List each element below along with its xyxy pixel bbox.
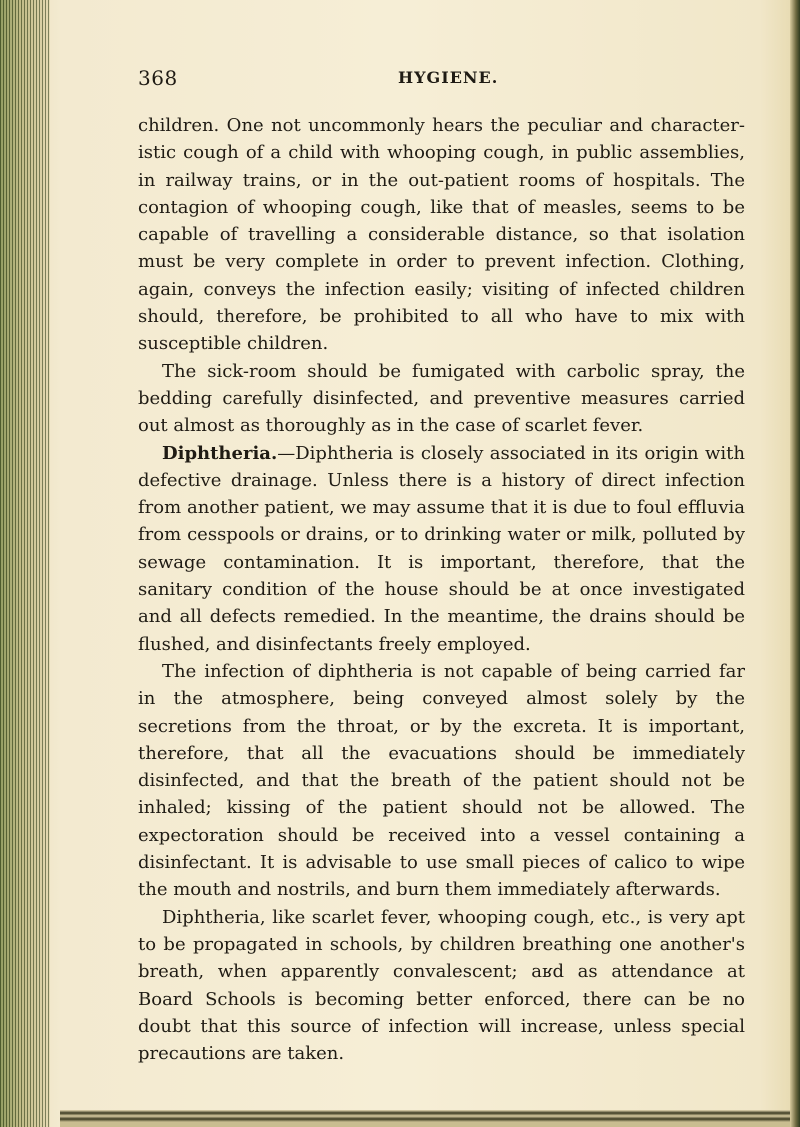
paragraph (138, 904, 745, 1068)
page-right-edge (790, 0, 800, 1127)
paragraph-heading: Diphtheria. (162, 442, 278, 464)
paragraph (138, 112, 745, 358)
paragraph (138, 358, 745, 440)
paragraph (138, 440, 745, 658)
paragraph-text: The sick-room should be fumigated with carbolic spray, the bedding carefully disinfected, and preventive measures carried out almost as thoroughly as in the case of scarlet fever. (138, 360, 745, 437)
page-header (138, 62, 798, 92)
paragraph-text: Diphtheria, like scarlet fever, whooping cough, etc., is very apt to be propagated in schools, by children breathing one another's breath, when apparently convalescent; aʁd as attendance at Board Schools is becoming better enforced, there can be no doubt that this source of infection will increase, unless special precautions are taken. (138, 906, 745, 1065)
page-bottom-edge (60, 1110, 790, 1127)
body-text (138, 112, 745, 1067)
paragraph (138, 658, 745, 904)
page-binding-edge (0, 0, 50, 1127)
paragraph-text: children. One not uncommonly hears the peculiar and character-istic cough of a child with whooping cough, in public assemblies, in railway trains, or in the out-patient rooms of hospitals. The contagion of whooping cough, like that of measles, seems to be capable of travelling a considerable distance, so that isolation must be very complete in order to prevent infection. Clothing, again, conveys the infection easily; visiting of infected children should, therefore, be prohibited to all who have to mix with susceptible children. (138, 115, 745, 355)
running-head: HYGIENE. (398, 68, 499, 87)
paragraph-text: —Diphtheria is closely associated in its origin with defective drainage. Unless there is a history of direct infection from another patient, we may assume that it is due to foul effluvia from cesspools or drains, or to drinking water or milk, polluted by sewage contamination. It is important, therefore, that the sanitary condition of the house should be at once investigated and all defects remedied. In the meantime, the drains should be flushed, and disinfectants freely employed. (138, 442, 745, 655)
page-number: 368 (138, 66, 178, 90)
paragraph-text: The infection of diphtheria is not capable of being carried far in the atmosphere, being conveyed almost solely by the secretions from the throat, or by the excreta. It is important, therefore, that all the evacuations should be immediately disinfected, and that the breath of the patient should not be inhaled; kissing of the patient should not be allowed. The expectoration should be received into a vessel containing a disinfectant. It is advisable to use small pieces of calico to wipe the mouth and nostrils, and burn them immediately afterwards. (138, 660, 745, 901)
